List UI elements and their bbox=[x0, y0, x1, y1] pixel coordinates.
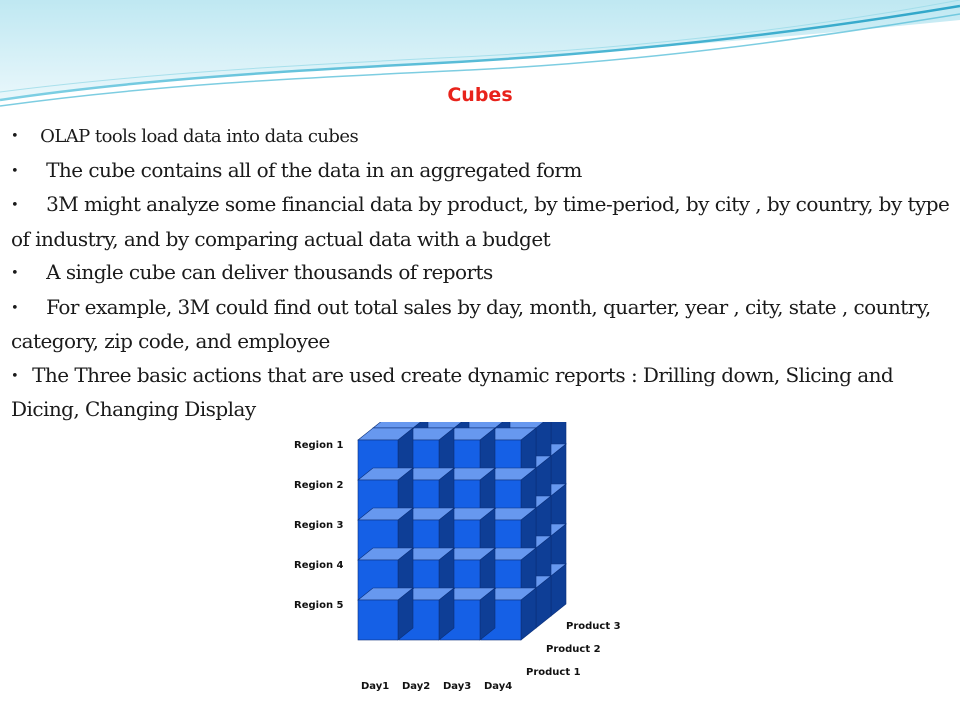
bullet-list bbox=[11, 120, 953, 427]
bullet-item bbox=[11, 188, 953, 256]
bullet-item bbox=[11, 154, 953, 189]
bullet-item bbox=[11, 256, 953, 291]
olap-cube-figure bbox=[288, 422, 640, 698]
slide-title: Cubes bbox=[447, 84, 513, 106]
bullet-text: 3M might analyze some financial data by product, by time-period, by city , by country, by type of industry, and by comparing actual data with a budget bbox=[11, 192, 950, 251]
region-label: Region 3 bbox=[294, 520, 344, 531]
day-label: Day4 bbox=[484, 681, 513, 692]
product-label: Product 3 bbox=[566, 621, 621, 632]
bullet-text: The Three basic actions that are used create dynamic reports : Drilling down, Slicing and Dicing, Changing Display bbox=[11, 362, 894, 421]
cube-cell bbox=[358, 588, 413, 640]
bullet-text: The cube contains all of the data in an aggregated form bbox=[46, 157, 582, 182]
day-label: Day3 bbox=[443, 681, 472, 692]
bullet-item bbox=[11, 359, 953, 427]
bullet-dot: • bbox=[11, 266, 19, 281]
bullet-dot: • bbox=[11, 129, 19, 144]
bullet-text: For example, 3M could find out total sales by day, month, quarter, year , city, state , country, category, zip code, and employee bbox=[11, 294, 931, 353]
bullet-text: A single cube can deliver thousands of reports bbox=[46, 260, 493, 284]
bullet-item bbox=[11, 291, 953, 359]
bullet-text: OLAP tools load data into data cubes bbox=[40, 126, 359, 147]
region-label: Region 4 bbox=[294, 560, 344, 571]
product-label: Product 2 bbox=[546, 644, 601, 655]
bullet-dot: • bbox=[11, 368, 19, 384]
bullet-item bbox=[11, 120, 953, 154]
region-label: Region 2 bbox=[294, 480, 344, 491]
bullet-dot: • bbox=[11, 198, 19, 213]
day-label: Day2 bbox=[402, 681, 431, 692]
day-label: Day1 bbox=[361, 681, 390, 692]
bullet-dot: • bbox=[11, 163, 19, 179]
region-label: Region 5 bbox=[294, 600, 344, 611]
bullet-dot: • bbox=[11, 300, 19, 316]
region-label: Region 1 bbox=[294, 440, 344, 451]
product-label: Product 1 bbox=[526, 667, 581, 678]
